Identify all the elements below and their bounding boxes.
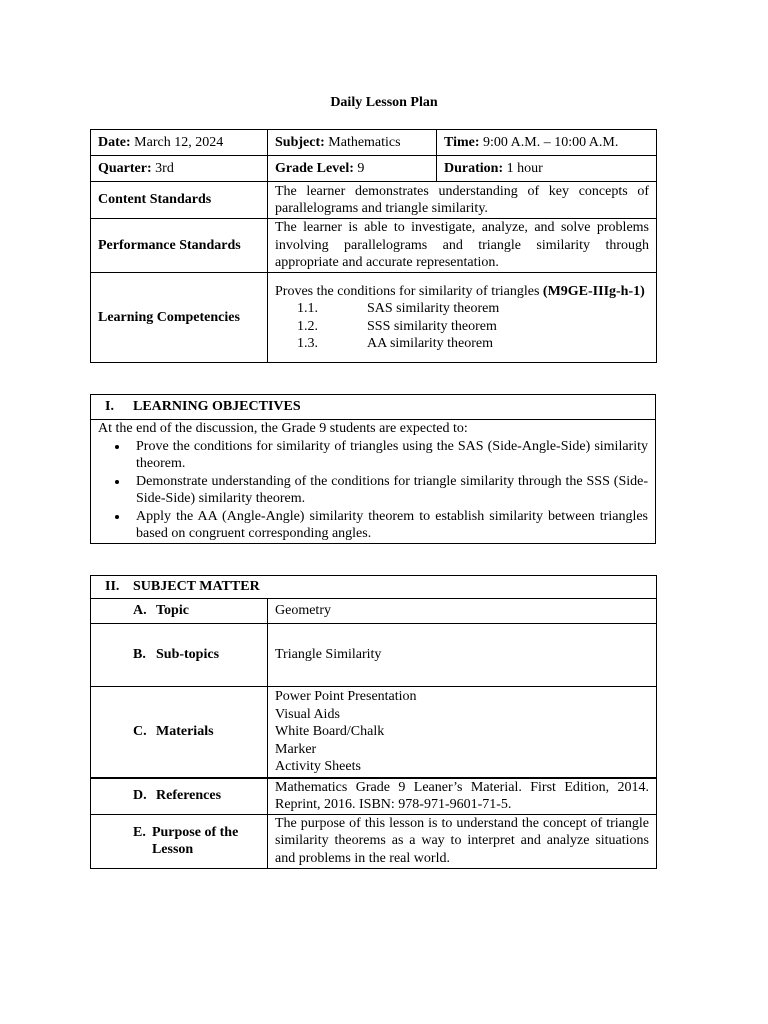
- table-row: [91, 182, 657, 219]
- time-value: 9:00 A.M. – 10:00 A.M.: [483, 134, 619, 150]
- table-row: [91, 420, 656, 544]
- list-item: Marker: [275, 741, 317, 757]
- subject-cell: Subject: Mathematics: [268, 130, 437, 156]
- table-row: [91, 395, 656, 420]
- learning-objectives-table: [90, 394, 656, 544]
- grade-level-value: 9: [357, 160, 365, 176]
- table-row: [91, 814, 657, 868]
- learning-competencies-label: Learning Competencies: [91, 273, 268, 363]
- subject-value: Mathematics: [328, 134, 401, 150]
- table-row: [91, 624, 657, 687]
- date-value: March 12, 2024: [134, 134, 224, 150]
- table-row: [91, 599, 657, 624]
- objectives-list: [98, 438, 648, 543]
- topic-value: Geometry: [268, 599, 657, 624]
- content-standards-text: The learner demonstrates understanding of key concepts of parallelograms and triangle similarity.: [268, 182, 657, 219]
- topic-label: A. Topic: [91, 599, 268, 624]
- subtopics-label: B. Sub-topics: [91, 624, 268, 687]
- list-item: • Prove the conditions for similarity of triangles using the SAS (Side-Angle-Side) similarity theorem.: [129, 438, 648, 473]
- references-label: D. References: [91, 778, 268, 815]
- table-row: [91, 576, 657, 599]
- learning-objectives-body: [91, 420, 656, 544]
- purpose-value: The purpose of this lesson is to understand the concept of triangle similarity theorems as a way to interpret and analyze situations and problems in the real world.: [268, 814, 657, 868]
- table-row: [91, 130, 657, 156]
- competency-code: (M9GE-IIIg-h-1): [542, 283, 645, 299]
- list-item: Activity Sheets: [275, 759, 361, 774]
- performance-standards-text: The learner is able to investigate, analyze, and solve problems involving parallelograms and triangle similarity through appropriate and accurate representation.: [268, 219, 657, 273]
- references-value: Mathematics Grade 9 Leaner’s Material. First Edition, 2014. Reprint, 2016. ISBN: 978-971-9601-71-5.: [268, 778, 657, 815]
- list-item: Power Point Presentation: [275, 689, 417, 704]
- materials-label: C. Materials: [91, 687, 268, 778]
- table-row: [91, 687, 657, 778]
- subtopics-value: Triangle Similarity: [268, 624, 657, 687]
- competency-item: 1.2. SSS similarity theorem: [297, 318, 497, 334]
- duration-cell: Duration: 1 hour: [437, 156, 657, 182]
- objectives-intro: At the end of the discussion, the Grade 9 students are expected to:: [98, 421, 468, 436]
- learning-objectives-heading: I. LEARNING OBJECTIVES: [91, 395, 656, 420]
- time-cell: Time: 9:00 A.M. – 10:00 A.M.: [437, 130, 657, 156]
- subject-matter-table: [90, 575, 657, 869]
- list-item: Visual Aids: [275, 706, 340, 722]
- grade-level-cell: Grade Level: 9: [268, 156, 437, 182]
- list-item: • Demonstrate understanding of the conditions for triangle similarity through the SSS (Side-Side-Side) similarity theorem.: [129, 473, 648, 508]
- document-title: Daily Lesson Plan: [330, 95, 438, 110]
- subject-matter-heading: II. SUBJECT MATTER: [91, 576, 657, 599]
- date-cell: Date: March 12, 2024: [91, 130, 268, 156]
- quarter-value: 3rd: [155, 160, 174, 176]
- lesson-info-table: [90, 129, 657, 363]
- duration-value: 1 hour: [506, 160, 543, 176]
- competency-item: 1.3. AA similarity theorem: [297, 336, 493, 351]
- purpose-label: E. Purpose of the Lesson: [91, 814, 268, 868]
- competencies-intro: Proves the conditions for similarity of triangles (M9GE-IIIg-h-1): [275, 283, 645, 299]
- list-item: White Board/Chalk: [275, 724, 385, 739]
- table-row: [91, 778, 657, 815]
- table-row: [91, 273, 657, 363]
- list-item: • Apply the AA (Angle-Angle) similarity theorem to establish similarity between triangles based on congruent corresponding angles.: [129, 508, 648, 543]
- performance-standards-label: Performance Standards: [91, 219, 268, 273]
- table-row: [91, 156, 657, 182]
- content-standards-label: Content Standards: [91, 182, 268, 219]
- materials-list: [268, 687, 657, 778]
- learning-competencies-cell: [268, 273, 657, 363]
- quarter-cell: Quarter: 3rd: [91, 156, 268, 182]
- table-row: [91, 219, 657, 273]
- competency-item: 1.1. SAS similarity theorem: [297, 301, 500, 316]
